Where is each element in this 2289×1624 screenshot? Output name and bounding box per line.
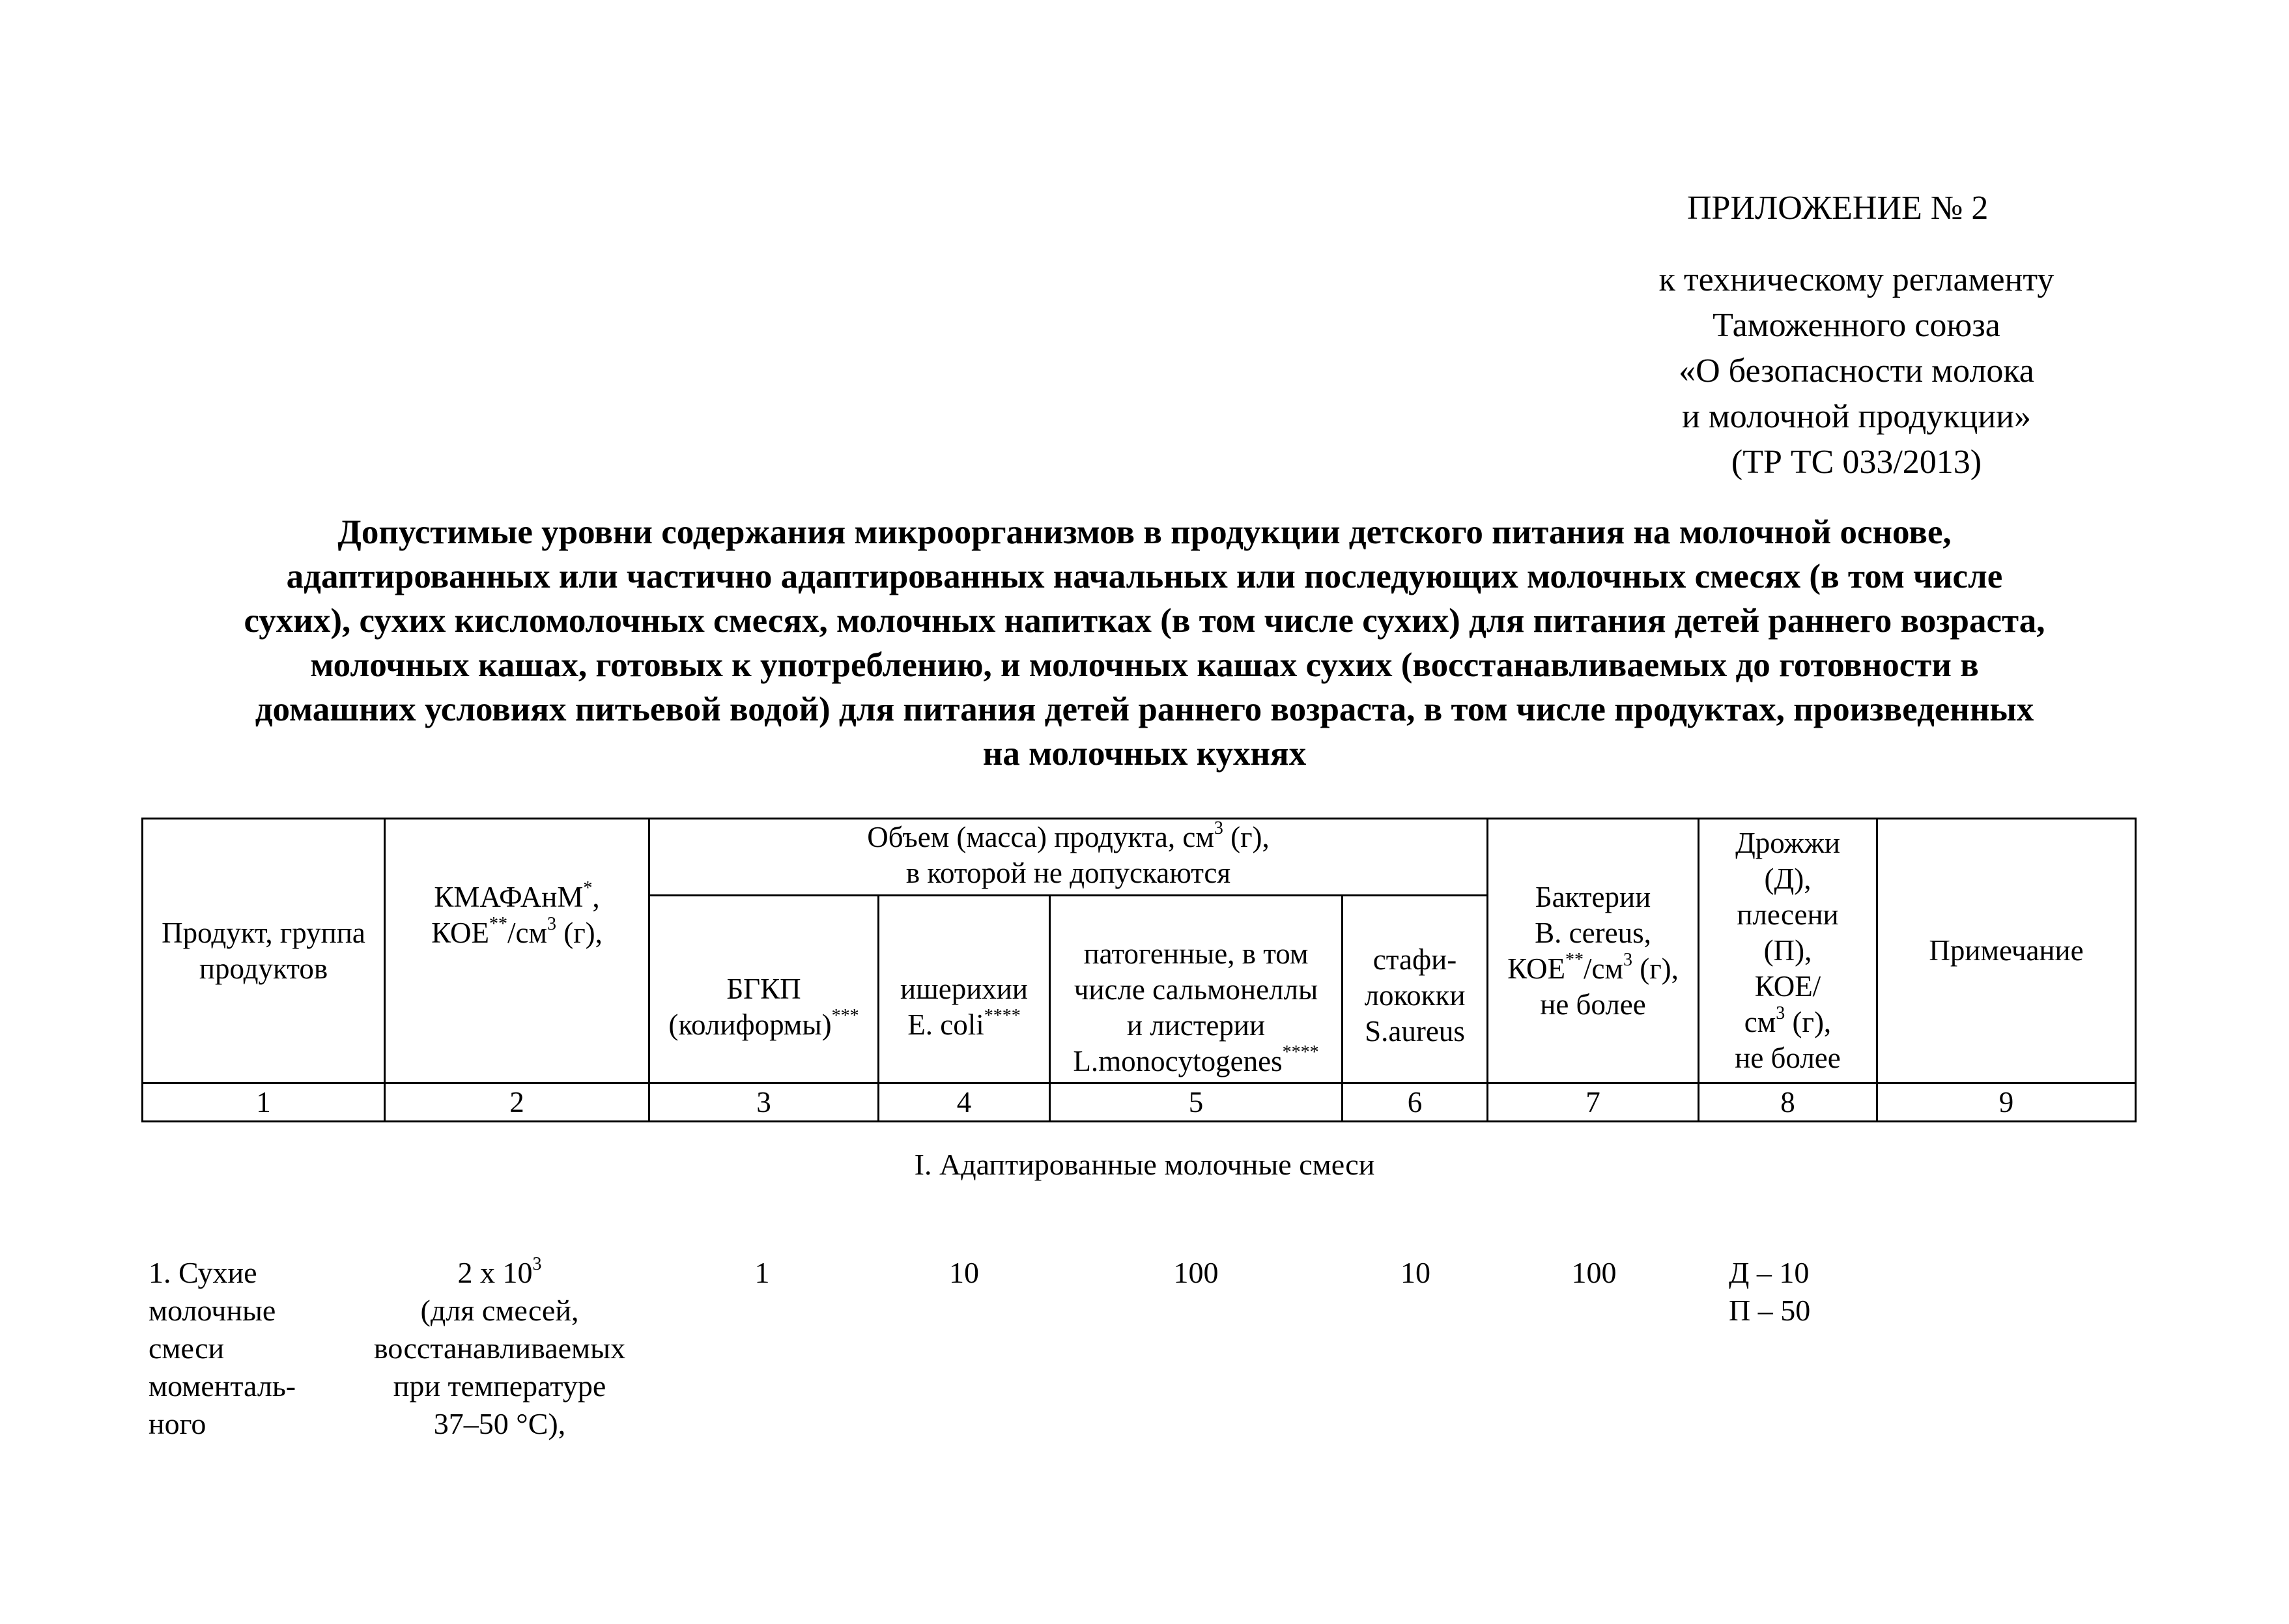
annex-ref-line: и молочной продукции» (1682, 398, 2031, 435)
row-staph: 10 (1400, 1256, 1430, 1289)
title-line: домашних условиях питьевой водой) для питания детей раннего возраста, в том числе продуктах, произведенных (255, 691, 2034, 728)
row-ecoli: 10 (949, 1256, 979, 1289)
annex-ref-line: к техническому регламенту (1658, 261, 2054, 298)
column-number: 2 (385, 1083, 649, 1122)
header-note: Примечание (1877, 819, 2136, 1083)
header-bgkp: БГКП (колиформы)*** (649, 896, 879, 1083)
column-number: 3 (649, 1083, 879, 1122)
title-line: на молочных кухнях (982, 735, 1307, 773)
column-number: 6 (1343, 1083, 1488, 1122)
column-number: 1 (143, 1083, 385, 1122)
header-product: Продукт, группа продуктов (143, 819, 385, 1083)
column-number: 7 (1488, 1083, 1699, 1122)
header-pathogens: патогенные, в том числе сальмонеллы и листерии L.monocytogenes**** (1050, 896, 1343, 1083)
row-kmafanm: 2 x $10^3$ (для смесей, восстанавливаемых при температуре 37–50 °C), (373, 1254, 626, 1440)
annex-ref-line: Таможенного союза (1713, 307, 2000, 344)
row-yeast-mold: Д – 10 П – 50 (1729, 1256, 1811, 1327)
header-bcereus: Бактерии B. cereus, $КОЕ^{**}/см^3$ (г), не более (1488, 819, 1699, 1083)
title-line: Допустимые уровни содержания микроорганизмов в продукции детского питания на молочной основе, (337, 513, 1952, 551)
header-staph: стафи- лококки S.aureus (1343, 896, 1488, 1083)
annex-reference (1609, 257, 2104, 485)
header-kmafanm: КМАФАнМ*, $КОЕ^{**}/см^3$ (г), (385, 819, 649, 1083)
document-title (130, 510, 2159, 776)
annex-ref-line: «О безопасности молока (1679, 352, 2034, 390)
title-line: молочных кашах, готовых к употреблению, и молочных кашах сухих (восстанавливаемых до готовности в (310, 646, 1979, 684)
annex-title: ПРИЛОЖЕНИЕ № 2 (1687, 190, 1989, 227)
column-number: 5 (1050, 1083, 1343, 1122)
annex-ref-line: (ТР ТС 033/2013) (1731, 444, 1982, 481)
title-line: сухих), сухих кисломолочных смесях, молочных напитках (в том числе сухих) для питания детей раннего возраста, (244, 602, 2045, 640)
column-number: 8 (1699, 1083, 1877, 1122)
column-number: 9 (1877, 1083, 2136, 1122)
header-ecoli: ишерихии E. coli**** (879, 896, 1050, 1083)
header-volume-group: Объем (масса) продукта, $см^3$ (г), в которой не допускаются (649, 819, 1488, 896)
row-pathogens: 100 (1173, 1256, 1219, 1289)
microorganism-limits-table (141, 818, 2137, 1122)
row-product: 1. Сухие молочные смеси моменталь- ного (149, 1256, 296, 1440)
title-line: адаптированных или частично адаптированных начальных или последующих молочных смесях (в том числе (286, 558, 2003, 595)
row-bcereus: 100 (1571, 1256, 1617, 1289)
header-yeast-mold: Дрожжи (Д), плесени (П), КОЕ/ $см^3$ (г), не более (1699, 819, 1877, 1083)
row-bgkp: 1 (754, 1256, 770, 1289)
column-number-row (143, 1083, 2136, 1122)
column-number: 4 (879, 1083, 1050, 1122)
section-heading: I. Адаптированные молочные смеси (914, 1148, 1375, 1181)
